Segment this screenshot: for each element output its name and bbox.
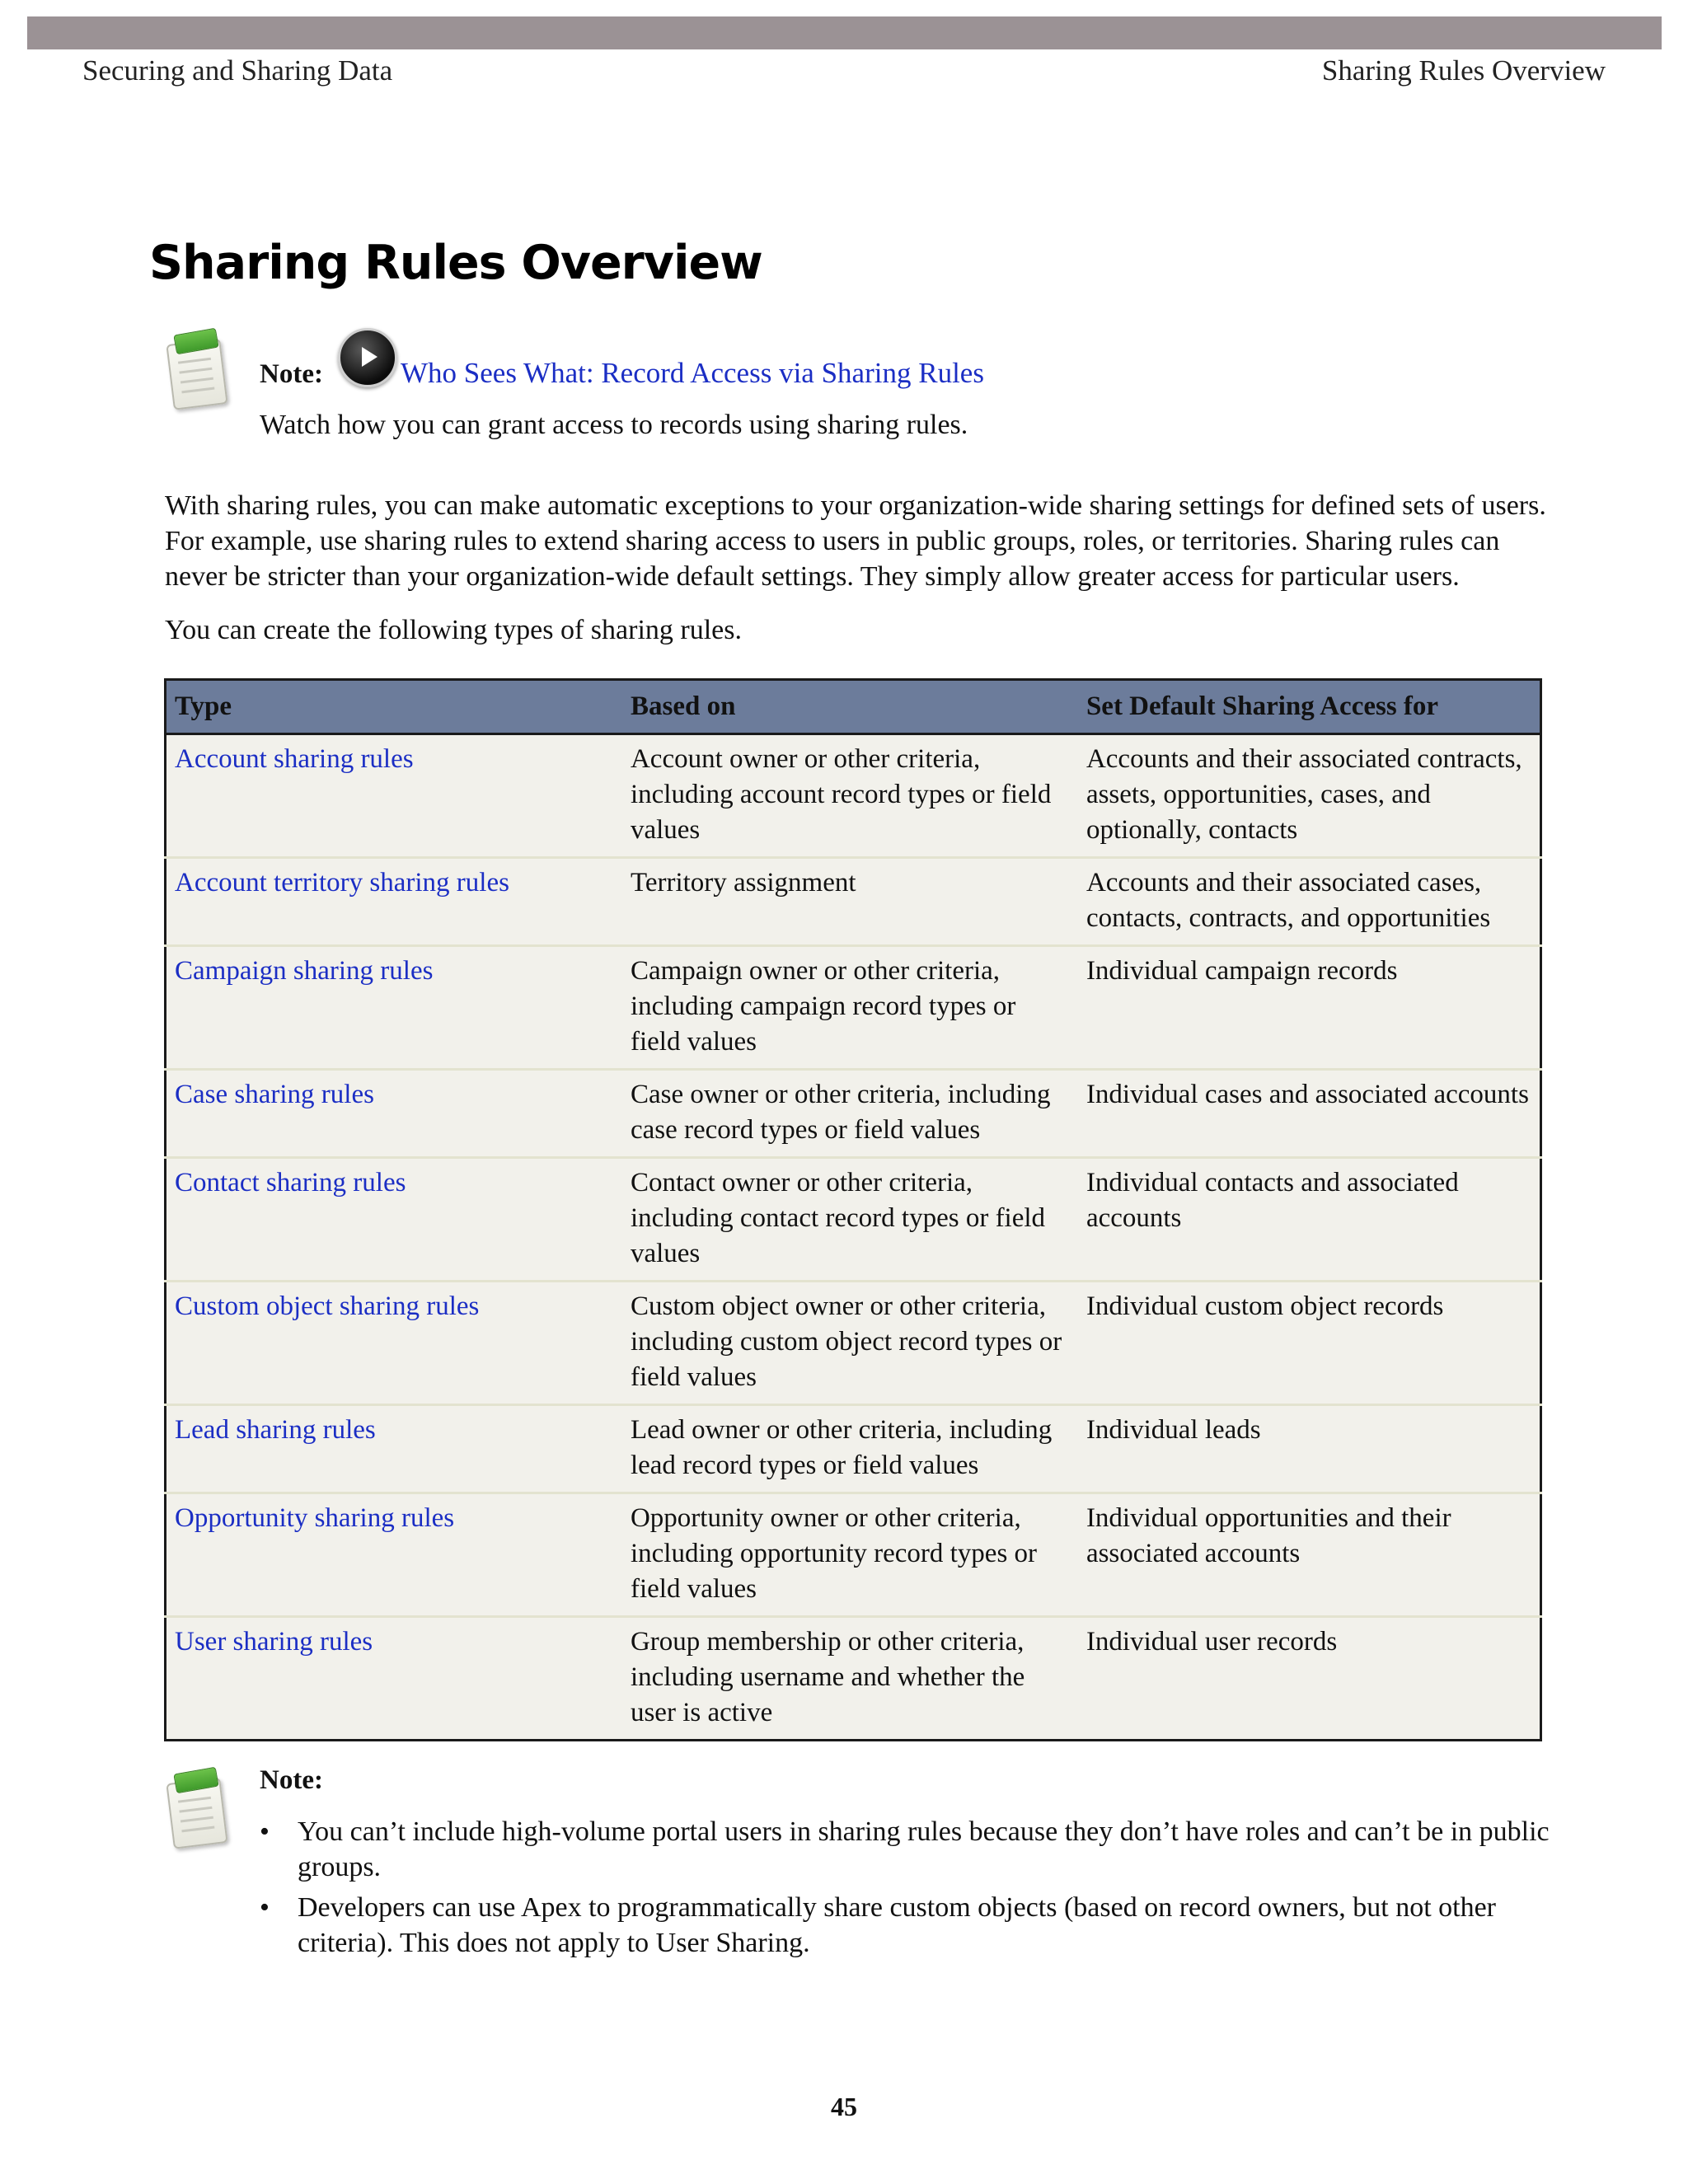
table-cell-type <box>166 1158 622 1282</box>
table-row <box>166 1493 1541 1617</box>
table-cell-based-on: Case owner or other criteria, including case record types or field values <box>622 1070 1078 1158</box>
list-item-text: Developers can use Apex to programmatically share custom objects (based on record owners, but not other criteria). This does not apply to User Sharing. <box>298 1892 1496 1958</box>
note-label: Note: <box>260 1765 323 1795</box>
table-header-row <box>166 680 1541 734</box>
table-row <box>166 1405 1541 1493</box>
table-cell-based-on: Custom object owner or other criteria, including custom object record types or field values <box>622 1282 1078 1405</box>
rule-type-link[interactable]: Account sharing rules <box>175 744 414 774</box>
table-cell-type <box>166 1405 622 1493</box>
table-cell-access: Individual leads <box>1078 1405 1541 1493</box>
table-cell-based-on: Group membership or other criteria, including username and whether the user is active <box>622 1617 1078 1741</box>
sharing-rules-table <box>164 678 1542 1741</box>
table-cell-access: Individual custom object records <box>1078 1282 1541 1405</box>
running-header-right: Sharing Rules Overview <box>1321 54 1606 87</box>
bullet-icon: • <box>260 1816 270 1847</box>
rule-type-link[interactable]: User sharing rules <box>175 1627 373 1657</box>
page-title: Sharing Rules Overview <box>149 236 762 290</box>
column-header-based-on: Based on <box>622 680 1078 734</box>
table-row <box>166 1158 1541 1282</box>
column-header-type: Type <box>166 680 622 734</box>
rule-type-link[interactable]: Opportunity sharing rules <box>175 1503 455 1533</box>
table-row <box>166 946 1541 1070</box>
table-cell-access: Individual cases and associated accounts <box>1078 1070 1541 1158</box>
list-item <box>260 1890 1554 1961</box>
running-header-left: Securing and Sharing Data <box>82 54 393 87</box>
table-cell-type <box>166 734 622 858</box>
table-cell-based-on: Campaign owner or other criteria, including campaign record types or field values <box>622 946 1078 1070</box>
top-bar <box>27 16 1662 49</box>
table-row <box>166 1617 1541 1741</box>
table-cell-type <box>166 858 622 946</box>
table-cell-access: Accounts and their associated contracts, assets, opportunities, cases, and optionally, contacts <box>1078 734 1541 858</box>
table-cell-type <box>166 1617 622 1741</box>
table-row <box>166 858 1541 946</box>
table-cell-type <box>166 1070 622 1158</box>
rule-type-link[interactable]: Contact sharing rules <box>175 1168 406 1197</box>
table-row <box>166 734 1541 858</box>
video-link[interactable]: Who Sees What: Record Access via Sharing Rules <box>401 357 984 389</box>
bullet-icon: • <box>260 1892 270 1923</box>
lead-in-paragraph: You can create the following types of sharing rules. <box>165 615 742 645</box>
table-cell-access: Individual campaign records <box>1078 946 1541 1070</box>
note-icon <box>165 1767 227 1846</box>
table-cell-type <box>166 946 622 1070</box>
rule-type-link[interactable]: Campaign sharing rules <box>175 956 434 986</box>
table-cell-access: Accounts and their associated cases, contacts, contracts, and opportunities <box>1078 858 1541 946</box>
rule-type-link[interactable]: Lead sharing rules <box>175 1415 376 1445</box>
table-cell-access: Individual opportunities and their associated accounts <box>1078 1493 1541 1617</box>
intro-paragraph: With sharing rules, you can make automatic exceptions to your organization-wide sharing settings for defined sets of users. For example, use sharing rules to extend sharing access to users in public groups, roles, or territories. Sharing rules can never be stricter than your organization-wide default settings. They simply allow greater access for particular users. <box>165 490 1546 592</box>
table-cell-access: Individual user records <box>1078 1617 1541 1741</box>
page-number: 45 <box>831 2092 857 2121</box>
table-cell-based-on: Territory assignment <box>622 858 1078 946</box>
note-description: Watch how you can grant access to records using sharing rules. <box>260 410 968 440</box>
table-row <box>166 1282 1541 1405</box>
rule-type-link[interactable]: Case sharing rules <box>175 1080 374 1109</box>
table-cell-based-on: Account owner or other criteria, including account record types or field values <box>622 734 1078 858</box>
note-bullet-list <box>260 1814 1554 1966</box>
table-cell-type <box>166 1493 622 1617</box>
list-item <box>260 1814 1554 1885</box>
rule-type-link[interactable]: Custom object sharing rules <box>175 1291 480 1321</box>
table-cell-based-on: Lead owner or other criteria, including lead record types or field values <box>622 1405 1078 1493</box>
column-header-access: Set Default Sharing Access for <box>1078 680 1541 734</box>
table-cell-based-on: Opportunity owner or other criteria, including opportunity record types or field values <box>622 1493 1078 1617</box>
list-item-text: You can’t include high-volume portal users in sharing rules because they don’t have roles and can’t be in public groups. <box>298 1816 1550 1882</box>
table-cell-access: Individual contacts and associated accounts <box>1078 1158 1541 1282</box>
table-cell-type <box>166 1282 622 1405</box>
note-label: Note: <box>260 359 323 389</box>
play-video-icon[interactable] <box>338 328 397 387</box>
table-cell-based-on: Contact owner or other criteria, including contact record types or field values <box>622 1158 1078 1282</box>
note-icon <box>165 328 227 407</box>
rule-type-link[interactable]: Account territory sharing rules <box>175 868 509 898</box>
table-row <box>166 1070 1541 1158</box>
